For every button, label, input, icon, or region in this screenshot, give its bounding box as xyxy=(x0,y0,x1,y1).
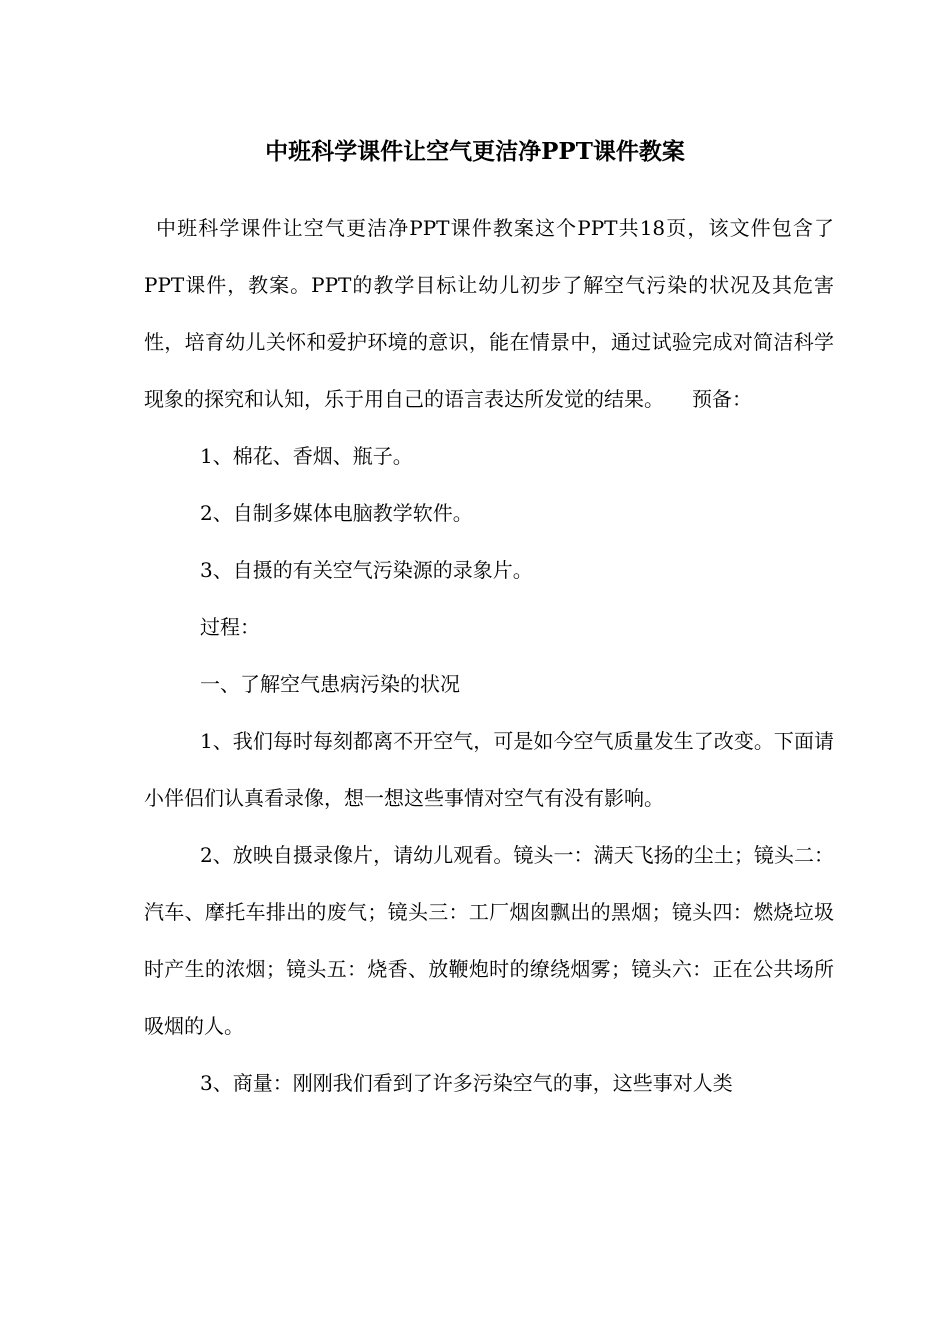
intro-paragraph xyxy=(144,200,834,428)
document-title: 中班科学课件让空气更洁净PPT课件教案 xyxy=(265,138,685,165)
document-body xyxy=(144,200,834,1112)
prep-item: 3、自摄的有关空气污染源的录象片。 xyxy=(200,558,533,582)
step-paragraph: 3、商量：刚刚我们看到了许多污染空气的事，这些事对人类 xyxy=(200,1071,733,1095)
process-label: 过程： xyxy=(200,615,260,639)
section-heading: 一、了解空气患病污染的状况 xyxy=(200,672,460,696)
prep-item: 2、自制多媒体电脑教学软件。 xyxy=(200,501,473,525)
step-paragraph: 2、放映自摄录像片，请幼儿观看。镜头一：满天飞扬的尘土；镜头二：汽车、摩托车排出的废气；镜头三：工厂烟囱飘出的黑烟；镜头四：燃烧垃圾时产生的浓烟；镜头五：烧香、放鞭炮时的缭绕烟雾；镜头六：正在公共场所吸烟的人。 xyxy=(144,843,834,1038)
intro-text: 中班科学课件让空气更洁净PPT课件教案这个PPT共18页，该文件包含了PPT课件，教案。PPT的教学目标让幼儿初步了解空气污染的状况及其危害性，培育幼儿关怀和爱护环境的意识，能在情景中，通过试验完成对简洁科学现象的探究和认知，乐于用自己的语言表达所发觉的结果。 xyxy=(144,216,834,411)
step-paragraph: 1、我们每时每刻都离不开空气，可是如今空气质量发生了改变。下面请小伴侣们认真看录像，想一想这些事情对空气有没有影响。 xyxy=(144,729,834,810)
prep-label: 预备： xyxy=(692,387,752,411)
prep-item: 1、棉花、香烟、瓶子。 xyxy=(200,444,413,468)
